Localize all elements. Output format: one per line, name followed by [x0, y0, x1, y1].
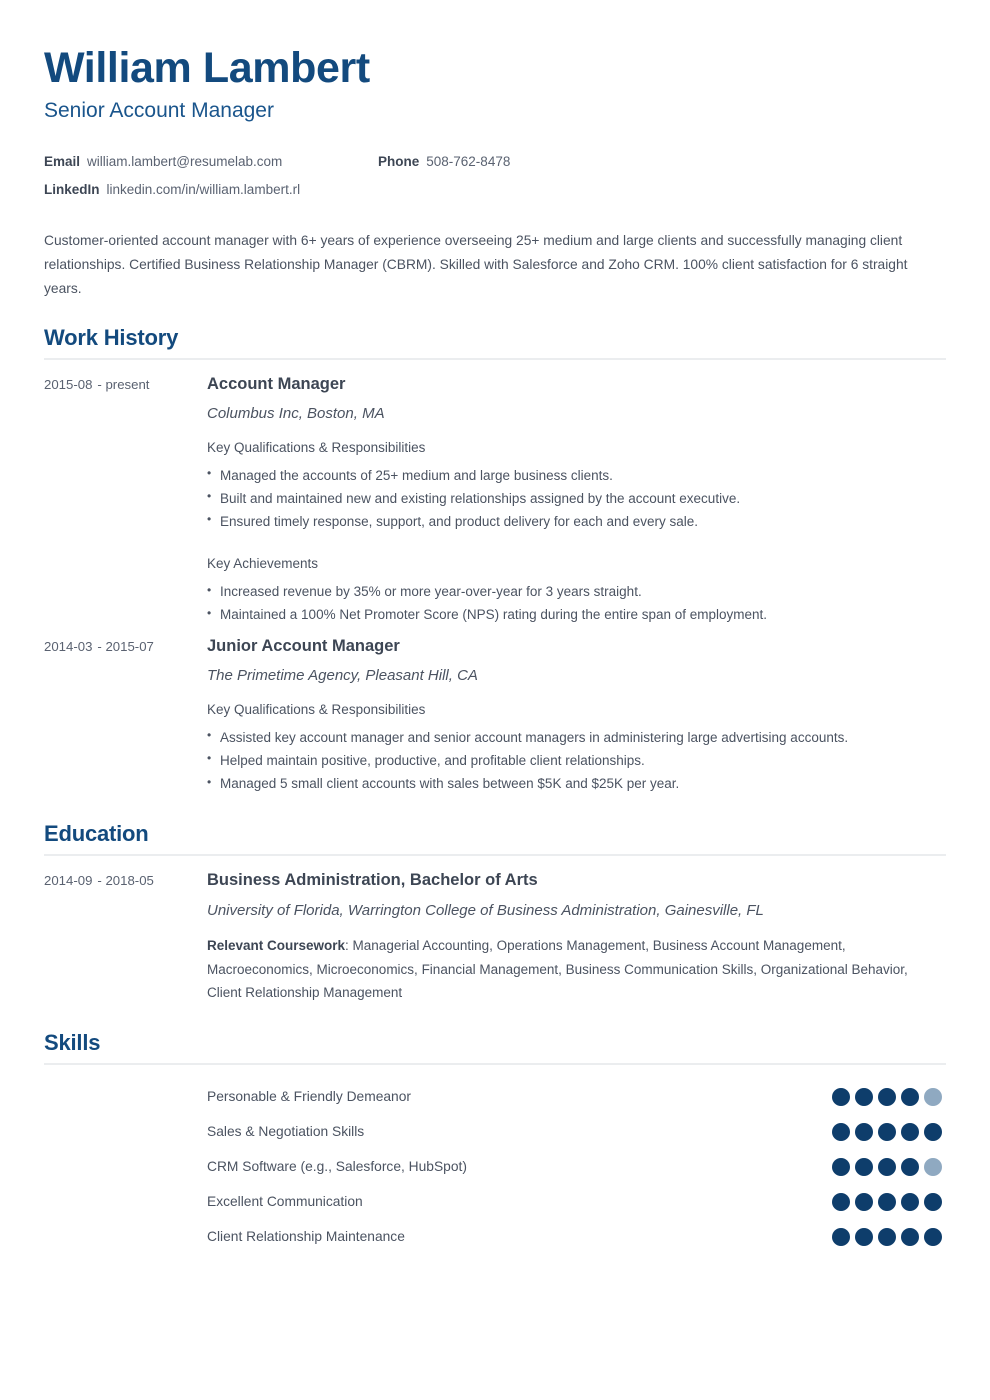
skill-row — [44, 1079, 946, 1114]
work-entry — [44, 374, 946, 627]
skill-name: Client Relationship Maintenance — [207, 1228, 405, 1244]
work-entry-group-label: Key Achievements — [207, 556, 319, 572]
bullet-item: • Increased revenue by 35% or more year-over-year for 3 years straight. — [207, 580, 946, 603]
work-entry-body — [207, 636, 946, 796]
rating-dot-filled — [832, 1193, 850, 1211]
section-title-education: Education — [44, 821, 149, 847]
group-spacer — [207, 533, 946, 554]
skill-rating — [832, 1228, 946, 1246]
rating-dot-filled — [924, 1123, 942, 1141]
work-entry-date-end: - present — [97, 376, 150, 392]
rating-dot-empty — [924, 1158, 942, 1176]
education-entry-dates — [44, 870, 207, 1004]
skill-rating — [832, 1088, 946, 1106]
education-date-end: - 2018-05 — [97, 873, 154, 889]
work-entry — [44, 636, 946, 796]
resume-header — [44, 0, 946, 197]
skill-row — [44, 1149, 946, 1184]
rating-dot-empty — [924, 1088, 942, 1106]
skills-list — [44, 1079, 946, 1254]
rating-dot-filled — [901, 1158, 919, 1176]
work-entry-bullet-list — [207, 726, 946, 796]
bullet-item: • Built and maintained new and existing relationships assigned by the account executive. — [207, 487, 946, 510]
bullet-item: • Managed the accounts of 25+ medium and large business clients. — [207, 464, 946, 487]
section-work-history — [44, 325, 946, 796]
contact-email — [44, 154, 378, 169]
professional-summary: Customer-oriented account manager with 6+ years of experience overseeing 25+ medium and large clients and successfully managing client relationships. Certified Business Relationship Manager (CBRM). Skilled with Salesforce and Zoho CRM. 100% client satisfaction for 6 straight years. — [44, 233, 908, 296]
section-divider — [44, 358, 946, 360]
rating-dot-filled — [855, 1158, 873, 1176]
rating-dot-filled — [901, 1228, 919, 1246]
contact-linkedin — [44, 182, 300, 197]
work-entry-bullet-list — [207, 580, 946, 626]
contact-linkedin-value[interactable]: linkedin.com/in/william.lambert.rl — [106, 182, 301, 198]
rating-dot-filled — [924, 1228, 942, 1246]
education-entry — [44, 870, 946, 1004]
contact-row-secondary — [44, 182, 946, 197]
skill-name: Personable & Friendly Demeanor — [207, 1088, 411, 1104]
coursework-value: : Managerial Accounting, Operations Management, Business Account Management, Macroeconomics, Microeconomics, Financial Management, Business Communication Skills, Organizational Behavior, Client Relationship Management — [207, 938, 908, 1000]
bullet-item: • Managed 5 small client accounts with sales between $5K and $25K per year. — [207, 772, 946, 795]
work-entry-dates — [44, 374, 207, 627]
rating-dot-filled — [878, 1193, 896, 1211]
contact-phone-value[interactable]: 508-762-8478 — [426, 154, 511, 170]
contact-linkedin-label: LinkedIn — [44, 182, 100, 198]
contact-row-primary — [44, 154, 946, 169]
skill-rating — [832, 1123, 946, 1141]
work-entry-body — [207, 374, 946, 627]
rating-dot-filled — [878, 1088, 896, 1106]
rating-dot-filled — [901, 1088, 919, 1106]
contact-block — [44, 154, 946, 197]
bullet-item: • Ensured timely response, support, and product delivery for each and every sale. — [207, 510, 946, 533]
rating-dot-filled — [855, 1193, 873, 1211]
education-entry-body — [207, 870, 946, 1004]
contact-phone-label: Phone — [378, 154, 420, 170]
work-entry-organization: Columbus Inc, Boston, MA — [207, 405, 385, 423]
work-entry-date-end: - 2015-07 — [97, 638, 154, 654]
work-entry-date-start: 2015-08 — [44, 376, 93, 392]
bullet-item: • Assisted key account manager and senior account managers in administering large advertising accounts. — [207, 726, 946, 749]
rating-dot-filled — [832, 1228, 850, 1246]
contact-email-value[interactable]: william.lambert@resumelab.com — [87, 154, 283, 170]
work-entry-organization: The Primetime Agency, Pleasant Hill, CA — [207, 667, 478, 685]
work-entry-date-start: 2014-03 — [44, 638, 93, 654]
rating-dot-filled — [832, 1123, 850, 1141]
education-institution: University of Florida, Warrington College of Business Administration, Gainesville, FL — [207, 901, 764, 919]
education-date-start: 2014-09 — [44, 873, 93, 889]
work-entry-dates — [44, 636, 207, 796]
work-entry-bullet-list — [207, 464, 946, 534]
rating-dot-filled — [924, 1193, 942, 1211]
work-entry-group-label: Key Qualifications & Responsibilities — [207, 701, 426, 717]
rating-dot-filled — [878, 1158, 896, 1176]
rating-dot-filled — [901, 1123, 919, 1141]
work-entry-title: Account Manager — [207, 374, 346, 393]
section-title-skills: Skills — [44, 1030, 101, 1056]
bullet-item: • Maintained a 100% Net Promoter Score (NPS) rating during the entire span of employment. — [207, 603, 946, 626]
rating-dot-filled — [855, 1228, 873, 1246]
rating-dot-filled — [832, 1158, 850, 1176]
skill-rating — [832, 1158, 946, 1176]
coursework-label: Relevant Coursework — [207, 938, 346, 954]
section-education — [44, 821, 946, 1004]
skill-row — [44, 1219, 946, 1254]
skill-rating — [832, 1193, 946, 1211]
candidate-name: William Lambert — [44, 44, 370, 92]
skill-row — [44, 1184, 946, 1219]
rating-dot-filled — [855, 1088, 873, 1106]
work-entry-group-label: Key Qualifications & Responsibilities — [207, 439, 426, 455]
rating-dot-filled — [855, 1123, 873, 1141]
skill-name: Excellent Communication — [207, 1193, 363, 1209]
skill-row — [44, 1114, 946, 1149]
section-title-work-history: Work History — [44, 324, 179, 350]
skill-name: Sales & Negotiation Skills — [207, 1123, 365, 1139]
education-degree: Business Administration, Bachelor of Arts — [207, 871, 538, 890]
skill-name: CRM Software (e.g., Salesforce, HubSpot) — [207, 1158, 467, 1174]
bullet-item: • Helped maintain positive, productive, and profitable client relationships. — [207, 749, 946, 772]
contact-phone — [378, 154, 510, 169]
rating-dot-filled — [878, 1228, 896, 1246]
candidate-job-title: Senior Account Manager — [44, 99, 274, 123]
section-skills — [44, 1030, 946, 1254]
rating-dot-filled — [832, 1088, 850, 1106]
section-divider — [44, 854, 946, 856]
rating-dot-filled — [878, 1123, 896, 1141]
contact-email-label: Email — [44, 154, 81, 170]
section-divider — [44, 1063, 946, 1065]
work-entry-title: Junior Account Manager — [207, 636, 400, 655]
education-coursework — [207, 934, 946, 1004]
rating-dot-filled — [901, 1193, 919, 1211]
